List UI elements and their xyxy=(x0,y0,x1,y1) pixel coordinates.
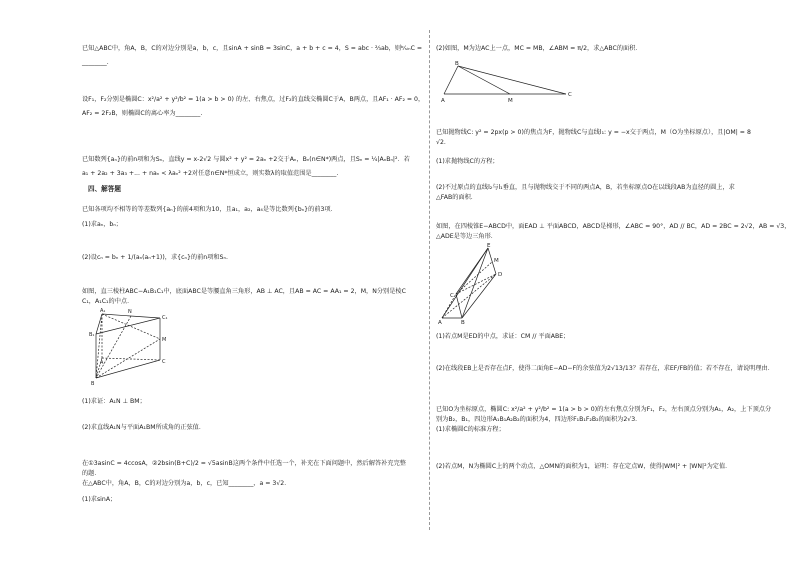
label-n: N xyxy=(128,309,132,315)
label-a: A xyxy=(441,98,445,104)
label-a: A xyxy=(100,360,104,366)
triangle-figure xyxy=(438,58,578,104)
label-b: B xyxy=(91,381,95,387)
question-parabola: 已知抛物线C: y² = 2px(p > 0)的焦点为F，抛物线C与直线l₁: y = −x交于两点，M（O为坐标原点），且|OM| = 8 √2. xyxy=(436,129,751,146)
label-b1: B₁ xyxy=(89,332,95,338)
question-arithmetic-sequence: 已知各项均不相等的等差数列{aₙ}的前4项和为10，且a₁，a₂，a₄是等比数列{bₙ}的前3项． (1)求aₙ，bₙ； xyxy=(82,206,337,228)
question-prism-part1: (1)求证：A₁N ⊥ BM； xyxy=(82,398,146,405)
question-triangle-part2: (2)如图，M为边AC上一点，MC = MB，∠ABM = π/2，求△ABC的面积． xyxy=(436,45,642,52)
column-divider xyxy=(429,30,430,530)
question-parabola-part2: (2)不过原点的直线l₂与l₁垂直，且与抛物线交于不同的两点A，B，若坐标原点O在以线段AB为直径的圆上，求 △FAB的面积． xyxy=(436,184,735,201)
label-e: E xyxy=(487,243,491,249)
question-prism-part2: (2)求直线A₁N与平面A₁BM所成角的正弦值． xyxy=(82,424,206,431)
question-sequence-part2: (2)设cₙ = bₙ + 1/(aₙ(aₙ+1))，求{cₙ}的前n项和Sₙ. xyxy=(82,254,228,261)
label-a: A xyxy=(438,320,442,324)
question-pyramid: 如图，在四棱锥E−ABCD中，面EAD ⊥ 平面ABCD，ABCD是梯形，∠ABC = 90°，AD // BC，AD = 2BC = 2√2，AB = √3， △ADE是等边三角形． xyxy=(436,223,791,240)
fill-blank-question-triangle: 已知△ABC中，角A，B，C的对边分别是a，b，c，且sinA + sinB = 3sinC，a + b + c = 4，S = abc · ²⁄₃ab，则ᵇ⁄ₛᵢₙC = ________. xyxy=(82,45,423,66)
question-pyramid-part2: (2)在线段EB上是否存在点F，使得二面角E−AD−F的余弦值为2√13/13？若存在，求EF/FB的值；若不存在，请说明理由． xyxy=(436,365,774,372)
question-parabola-part1: (1)求抛物线C的方程； xyxy=(436,158,499,165)
label-a1: A₁ xyxy=(100,308,106,314)
label-b: B xyxy=(455,61,459,67)
prism-figure xyxy=(88,306,168,388)
label-c: C xyxy=(568,92,572,98)
fill-blank-question-sequence: 已知数列{aₙ}的前n项和为Sₙ，直线y = x-2√2 与圆x² + y² = 2aₙ +2交于Aₙ，Bₙ(n∈N*)两点，且Sₙ = ¹⁄₄|AₙBₙ|²．若 a₁ + 2a₂ + 3a₃ +... + naₙ < λaₙ² +2对任意n∈N*恒成立，则实数λ的取值范围是________. xyxy=(82,156,410,177)
label-c: C xyxy=(450,293,454,299)
segment-bm xyxy=(458,66,510,94)
question-triangle-choice: 在①3asinC = 4ccosA，②2bsin(B+C)/2 = √5asinB这两个条件中任选一个，补充在下面问题中，然后解答补充完整 的题． 在△ABC中，角A，B，C的对边分别为a，b，c，已知________，a = 3√2． (1)求sinA； xyxy=(82,460,406,503)
edge-bc xyxy=(458,66,566,94)
section-heading: 四、解答题 xyxy=(88,185,121,193)
label-c: C xyxy=(162,359,166,365)
fill-blank-question-ellipse: 设F₁，F₂分别是椭圆C：x²/a² + y²/b² = 1(a > b > 0) 的左、右焦点，过F₂的直线交椭圆C于A，B两点，且AF₁ · AF₂ = 0， AF₂ = 2F₂B，则椭圆C的离心率为________. xyxy=(82,96,425,117)
label-m: M xyxy=(162,337,167,343)
label-m: M xyxy=(494,258,499,264)
label-c1: C₁ xyxy=(162,315,168,321)
label-d: D xyxy=(498,272,503,278)
question-ellipse-part2: (2)若点M，N为椭圆C上的两个动点，△OMN的面积为1，证明：存在定点W，使得|WM|² + |WN|²为定值． xyxy=(436,463,732,470)
pyramid-figure xyxy=(436,242,516,324)
question-prism: 如图，直三棱柱ABC−A₁B₁C₁中，底面ABC是等腰直角三角形，AB ⊥ AC，且AB = AC = AA₁ = 2，M，N分别是棱C C₁，A₁C₁的中点． xyxy=(82,288,406,305)
question-ellipse: 已知O为坐标原点，椭圆C: x²/a² + y²/b² = 1(a > b > 0)的左右焦点分别为F₁，F₂，左右顶点分别为A₁，A₂，上下顶点分 别为B₂，B₁，四边形A₁B₁A₂B₂的面积为4，四边形F₁B₁F₂B₂的面积为2√3． (1)求椭圆C的标准方程； xyxy=(436,406,772,433)
label-m: M xyxy=(508,98,513,104)
label-b: B xyxy=(461,320,465,324)
question-pyramid-part1: (1)若点M是ED的中点，求证：CM // 平面ABE； xyxy=(436,333,570,340)
edge-ab xyxy=(444,66,458,94)
